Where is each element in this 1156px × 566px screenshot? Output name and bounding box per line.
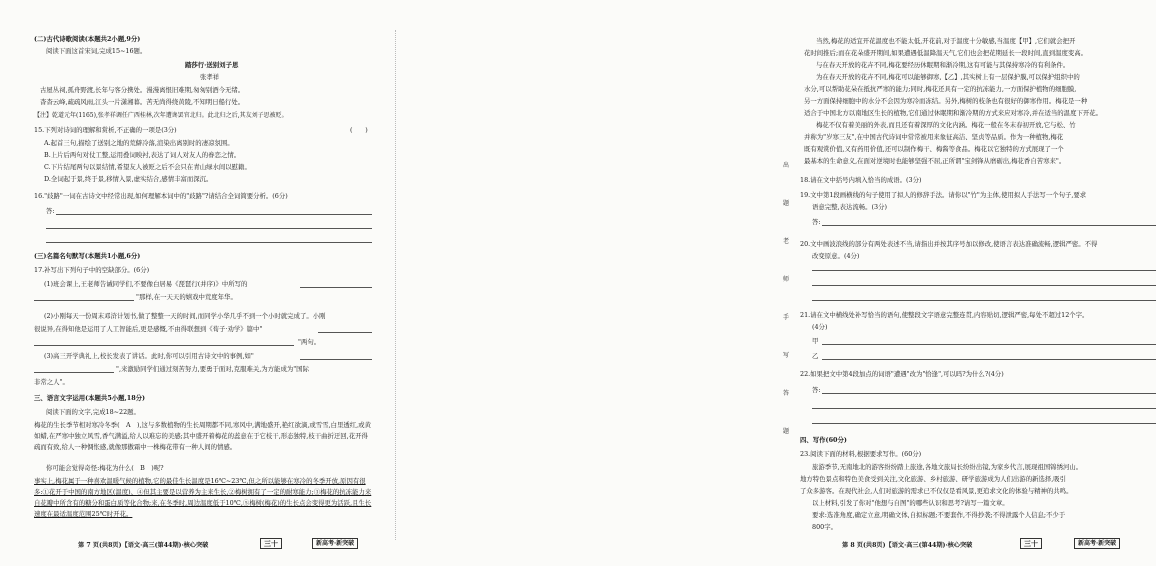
material-line: 了众多游客。在现代社会,人们对旅游的需求已不仅仅是看风景,更追求文化的体验与精神的共鸣。 bbox=[800, 487, 1073, 495]
q21-answer-yi[interactable] bbox=[822, 359, 1156, 360]
passage-right-line: 水分,可以帮助花朵在抵抗严寒的能力;同时,梅花还具有一定的抗冻能力,一方面保护植物的细胞膜, bbox=[804, 85, 1077, 93]
q15-option-c[interactable]: C.下片结尾两句以景结情,希望友人被贬之后不会只在青山绿水间以慰籍。 bbox=[44, 163, 251, 171]
q20-answer-line[interactable] bbox=[812, 270, 1156, 271]
q20-answer-line[interactable] bbox=[812, 300, 1156, 301]
q16-answer-label: 答: bbox=[46, 207, 55, 215]
q23-stem: 23.阅读下面的材料,根据要求写作。(60分) bbox=[800, 450, 922, 458]
writing-task: 以上材料,引发了你对"他想与自图"的哪些认识和思考?请写一篇文章。 bbox=[812, 499, 1009, 507]
q17-3-text-end: 非常之人"。 bbox=[34, 378, 69, 386]
left-page bbox=[0, 0, 392, 566]
q17-2-text-end: "两句。 bbox=[298, 338, 321, 346]
q19-answer-label: 答: bbox=[812, 218, 821, 226]
side-char: 出 bbox=[783, 162, 790, 169]
passage-paragraph-1: 梅花的生长季节相对寒冷冬季( A ),这与多数植物的生长周期都不同,寒风中,满地盛开,艳红欲滴,或雪雪,白里透红,或黄如蜡,在严寒中独立风雪,香气满溢,给人以难忘的美感;其中盛开着梅花的蕊意在于它枝干,形态独特,枝干曲折迂回,花开得疏而有致,给人一种惆怅感,就像那傲霜中一株梅花带有一种人间的情感。 bbox=[34, 421, 371, 451]
footer-brand: 新高考·新突破 bbox=[1074, 538, 1120, 549]
side-char: 老 bbox=[783, 238, 790, 245]
q22-stem: 22.如果把文中第4段加点的词语"遭遇"改为"恰逢",可以吗?为什么?(4分) bbox=[800, 370, 1004, 378]
q19-stem: 19.文中第1段画横线的句子使用了拟人的修辞手法。请你以"竹"为主体,使用拟人手法写一个句子,要求 bbox=[800, 191, 1087, 199]
passage-right-line: 当然,梅花的适宜开花温度也不能太低,开花前,对于温度十分敏感,当温度【甲】,它们就会把开 bbox=[816, 37, 1076, 45]
q15-stem: 15.下列对诗词的理解和赏析,不正确的一项是(3分) bbox=[34, 126, 177, 134]
passage-right-line: 为在春天开放的花卉不同,梅花可以能够御寒,【乙】,其实树上有一层保护膜,可以保护组织中的 bbox=[816, 73, 1080, 81]
q21-answer-jia[interactable] bbox=[822, 344, 1156, 345]
q20-stem: 20.文中画波浪线的部分有两处表述不当,请指出并按其序号加以修改,使语言表达准确流畅,逻辑严密。不得 bbox=[800, 240, 1098, 248]
passage-paragraph-3: 事实上,梅花属于一种喜欢温暖气候的植物,它的最佳生长温度是16℃~23℃,但之所以能够在寒冷的冬季开放,原因有很多:①花开于中国的南方地区(温度)、④但其主要是以营养为主来生长,②梅树拥有了一定的耐寒能力;③梅花的抗冻能力来自花瓣中所含有的糖分和蛋白质等化合物;来,在冬季时,周边温度低于10℃,⑤梅树(梅花)的生长点会变得更为活跃,且生长速度在最适温度范围25℃时开花。 bbox=[34, 477, 372, 518]
q21-label-yi: 乙 bbox=[812, 352, 819, 360]
q17-1-blank[interactable] bbox=[34, 300, 134, 301]
q17-2-blank[interactable] bbox=[34, 345, 294, 346]
q17-2-text-cont: 很说异,在得知他是运用了人工智能后,更是感慨,不由得联想到《荀子·劝学》篇中" bbox=[34, 325, 263, 333]
writing-requirement: 要求:选准角度,确定立意,明确文体,自拟标题;不要套作,不得抄袭;不得泄露个人信息;不少于 bbox=[812, 511, 1066, 519]
q20-stem-cont: 改变原意。(4分) bbox=[812, 252, 860, 260]
passage-paragraph-2: 你可能会觉得奇怪:梅花为什么( B )呢? bbox=[46, 464, 164, 472]
material-line: 地方特色景点和特色美食受到关注,文化旅游、乡村旅游、研学旅游成为人们出游的新选择,吸引 bbox=[800, 475, 1067, 483]
q19-stem-cont: 语意完整,表达流畅。(3分) bbox=[812, 203, 887, 211]
passage-right-line: 最基本的生命意义,在面对逆境时也能够坚强不屈,正所谓"宝剑锋从磨砺出,梅花香自苦寒来"。 bbox=[804, 157, 1066, 165]
q16-stem: 16."歧路"一词在古诗文中经常出现,如何理解本词中的"歧路"?请结合全词简要分析。(6分) bbox=[34, 192, 288, 200]
q22-answer-label: 答: bbox=[812, 386, 821, 394]
q22-answer-line[interactable] bbox=[812, 423, 1156, 424]
section-language-heading: 三、语言文字运用(本题共5小题,18分) bbox=[34, 394, 146, 402]
footer-page-info: 第 7 页(共8页)【语文·高三(第44期)·核心突破 bbox=[78, 542, 209, 549]
writing-requirement-cont: 800字。 bbox=[812, 523, 837, 531]
q21-stem: 21.请在文中横线处补写恰当的语句,使整段文字语意完整连贯,内容贴切,逻辑严密,每处不超过12个字。 bbox=[800, 311, 1089, 319]
side-char: 写 bbox=[783, 352, 790, 359]
material-line: 旅游季节,无南地北的游客纷纷踏上旅途,各地文旅局长纷纷出镜,为家乡代言,展现祖国锦绣河山。 bbox=[812, 463, 1083, 471]
footer-issue-number: 三十 bbox=[260, 538, 282, 549]
poem-author: 张孝祥 bbox=[200, 73, 220, 81]
q16-answer-line[interactable] bbox=[46, 242, 372, 243]
side-char: 手 bbox=[783, 314, 790, 321]
q17-3-blank[interactable] bbox=[34, 372, 114, 373]
section-mingju-heading: (三)名篇名句默写(本题共1小题,6分) bbox=[34, 252, 141, 260]
q17-2-text: (2)小刚每天一份周末邓浒计划书,做了整整一天的时间,而同学小华几乎不到一个小时就完成了。小刚 bbox=[44, 312, 326, 320]
poem-note: 【注】乾道元年(1165),张孝祥调任广西桂林,次年遭谗罢官北归。此北归之后,其友刘子思被贬。 bbox=[34, 112, 288, 119]
q17-1-text-end: "那样,在一天天的嬉戏中荒度年华。 bbox=[136, 293, 237, 301]
section-writing-heading: 四、写作(60分) bbox=[800, 436, 847, 444]
q15-option-d[interactable]: D.全词起于景,终于景,移情入景,虚实结合,感情丰富而深沉。 bbox=[44, 175, 213, 183]
q17-3-blank[interactable] bbox=[300, 359, 372, 360]
footer-issue-number: 三十 bbox=[1020, 538, 1042, 549]
poem-intro: 阅读下面这首宋词,完成15~16题。 bbox=[46, 47, 147, 55]
q17-1-text: (1)班会课上,王老师告诫同学们,不要像白居易《琵琶行(并序)》中所写的 bbox=[44, 280, 248, 288]
passage-right-line: 适合于中国北方以南地区生长的植物,它们通过休眠期和渐冷期的方式来应对寒冷,并在适当的温度下开花。 bbox=[804, 109, 1103, 117]
passage-right-line: 另一方面保持细胞中的水分不会因为寒冷而冻结。另外,梅树的枝条也有很好的御寒作用。梅花是一种 bbox=[804, 97, 1088, 105]
footer-brand: 新高考·新突破 bbox=[312, 538, 358, 549]
q21-label-jia: 甲 bbox=[812, 337, 819, 345]
q17-3-text-cont: ",来激励同学们通过刻苦努力,要勇于面对,克服难关,为方能成为"国际 bbox=[116, 365, 309, 373]
q15-option-a[interactable]: A.起首三句,描绘了送别之地的荒僻冷落,渲染出离别时的凄凉氛围。 bbox=[44, 139, 234, 147]
q17-2-blank[interactable] bbox=[318, 332, 372, 333]
right-page bbox=[398, 0, 1117, 566]
q21-stem-cont: (4分) bbox=[812, 323, 828, 331]
q17-3-text: (3)高三开学典礼上,校长发表了讲话。此时,你可以引用古诗文中的事例,如" bbox=[44, 352, 254, 360]
footer-page-info: 第 8 页(共8页)【语文·高三(第44期)·核心突破 bbox=[842, 542, 973, 549]
poem-line-1: 古屋丛祠,孤舟野渡,长年与客分携处。漫漫离恨旧难期,匆匆别酒今无绪。 bbox=[40, 86, 245, 94]
page-divider bbox=[395, 30, 396, 540]
section-poetry-heading: (二)古代诗歌阅读(本题共2小题,9分) bbox=[34, 35, 141, 43]
q18-stem: 18.请在文中括号内填入恰当的成语。(3分) bbox=[800, 176, 922, 184]
q20-answer-line[interactable] bbox=[812, 285, 1156, 286]
poem-title: 踏莎行·送别刘子思 bbox=[185, 61, 239, 69]
q17-stem: 17.补写出下列句子中的空缺部分。(6分) bbox=[34, 266, 150, 274]
side-char: 师 bbox=[783, 276, 790, 283]
q15-option-b[interactable]: B.上片后两句对仗工整,运用叠词映衬,表达了词人对友人的眷恋之情。 bbox=[44, 151, 241, 159]
passage-right-line: 与在春天开放的花卉不同,梅花要经历休眠期和渐冷期,这有可能与其保持寒冷的有利条件。 bbox=[816, 61, 1070, 69]
passage-right-line: 并称为"岁寒三友",在中国古代诗词中常常被用来象征高洁、坚贞等品质。作为一种植物,梅花 bbox=[804, 133, 1064, 141]
side-char: 题 bbox=[783, 200, 790, 207]
q19-answer-line[interactable] bbox=[822, 225, 1156, 226]
q15-answer-paren[interactable]: ( ) bbox=[350, 126, 368, 134]
passage-right-line: 梅花不仅有着美丽的外表,而且还有着深厚的文化内涵。梅花一般在冬末春初开放,它与松、竹 bbox=[816, 121, 1076, 129]
q17-1-blank[interactable] bbox=[300, 287, 372, 288]
q16-answer-line[interactable] bbox=[46, 228, 372, 229]
q22-answer-line[interactable] bbox=[822, 393, 1156, 394]
language-intro: 阅读下面的文字,完成18~22题。 bbox=[46, 408, 140, 416]
q22-answer-line[interactable] bbox=[812, 408, 1156, 409]
poem-line-2: 杳杳云峰,疏疏风雨,江头一片潇湘暮。苦无尚得绕黄陵,不知明日船行处。 bbox=[40, 98, 245, 106]
passage-right-line: 既有观赏价值,又有药用价值,还可以制作梅干、梅酱等食品。梅花以它独特的方式展现了一个 bbox=[804, 145, 1064, 153]
side-char: 题 bbox=[783, 428, 790, 435]
passage-right-line: 花时间推后;而在花朵盛开期间,如果遭遇低温降温天气,它们也会把花期延长一段时间,直到温度变高。 bbox=[804, 49, 1088, 57]
q16-answer-line[interactable] bbox=[56, 214, 372, 215]
side-char: 答 bbox=[783, 390, 790, 397]
